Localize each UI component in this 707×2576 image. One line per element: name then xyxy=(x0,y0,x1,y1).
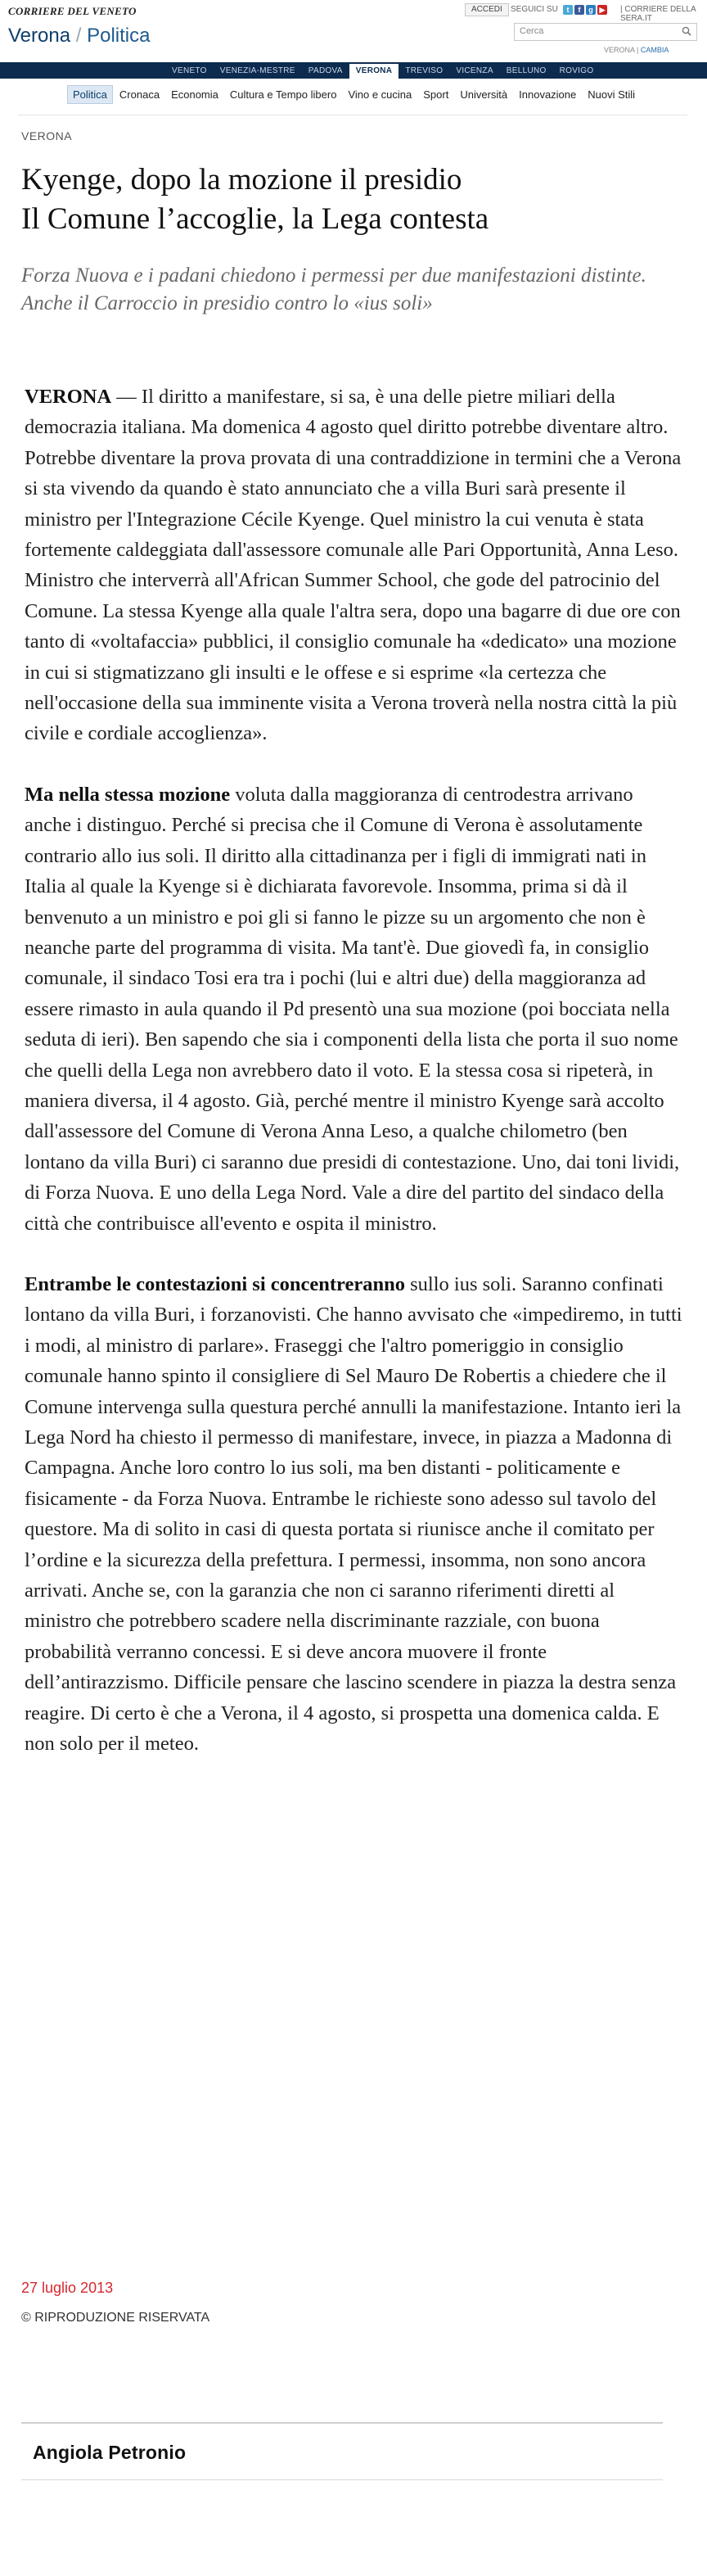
article-subhead: Forza Nuova e i padani chiedono i permessi per due manifestazioni distinte. Anche il Carroccio in presidio contro lo «ius soli» xyxy=(21,264,646,314)
section-tab-politica[interactable]: Politica xyxy=(67,85,113,104)
accedi-button[interactable]: ACCEDI xyxy=(465,3,509,16)
article-kicker: VERONA xyxy=(21,129,73,142)
section-title[interactable] xyxy=(8,25,150,47)
headline-line-1: Kyenge, dopo la mozione il presidio xyxy=(21,163,462,197)
paragraph-lead: Entrambe le contestazioni si concentreranno xyxy=(25,1272,405,1295)
province-tab-rovigo[interactable]: ROVIGO xyxy=(559,66,594,75)
copyright-notice: © RIPRODUZIONE RISERVATA xyxy=(21,2311,210,2325)
section-tab-innovazione[interactable]: Innovazione xyxy=(519,88,577,101)
paragraph-2: Ma nella stessa mozione voluta dalla maggioranza di centrodestra arrivano anche i distinguo. Perché si precisa che il Comune di Verona è assolutamente contrario allo ius soli. Il diritto alla cittadinanza per i figli di immigrati nati in Italia al quale la Kyenge si è dichiarata favorevole. Insomma, prima si dà il benvenuto a un ministro e poi gli si fanno le pizze su un argomento che non è neanche parte del programma di visita. Ma tant'è. Due giovedì fa, in consiglio comunale, il sindaco Tosi era tra i pochi (lui e altri due) della maggioranza ad essere rimasto in aula quando il Pd presentò una sua mozione (poi bocciata nella seduta di ieri). Ben sapendo che sia i componenti della lista che porta il suo nome che quelli della Lega non avrebbero dato il voto. E la stessa cosa si ripeterà, in maniera diversa, il 4 agosto. Già, perché mentre il ministro Kyenge sarà accolto dall'assessore del Comune di Verona Anna Leso, a qualche chilometro (ben lontano da villa Buri) ci saranno due presidi di contestazione. Uno, dai toni lividi, di Forza Nuova. E uno della Lega Nord. Vale a dire del partito del sindaco della città che contribuisce all'evento e ospita il ministro. xyxy=(25,783,680,1235)
province-tab-padova[interactable]: PADOVA xyxy=(308,66,343,75)
province-tab-treviso[interactable]: TREVISO xyxy=(405,66,444,75)
province-tab-verona[interactable]: VERONA xyxy=(349,62,399,79)
youtube-icon[interactable]: ▶ xyxy=(597,5,607,15)
city-switch: VERONA | CAMBIA xyxy=(604,46,669,54)
province-tab-belluno[interactable]: BELLUNO xyxy=(506,66,547,75)
section-nav xyxy=(0,84,707,106)
search-icon[interactable] xyxy=(682,26,691,36)
googleplus-icon[interactable]: g xyxy=(586,5,596,15)
social-icons xyxy=(563,5,609,15)
top-links xyxy=(465,3,702,23)
city-label: VERONA xyxy=(604,46,635,54)
author-divider-top xyxy=(21,2422,663,2424)
section-tab-università[interactable]: Università xyxy=(460,88,508,101)
author-divider-bottom xyxy=(21,2479,663,2480)
twitter-icon[interactable]: t xyxy=(563,5,573,15)
paragraph-1: VERONA — Il diritto a manifestare, si sa, è una delle pietre miliari della democrazia italiana. Ma domenica 4 agosto quel diritto potrebbe diventare altro. Potrebbe diventare la prova provata di una contraddizione in termini che a Verona si sta vivendo da quando è stato annunciato che a villa Buri sarà presente il ministro per l'Integrazione Cécile Kyenge. Quel ministro la cui venuta è stata fortemente caldeggiata dall'assessore comunale alle Pari Opportunità, Anna Leso. Ministro che interverrà all'African Summer School, che gode del patrocinio del Comune. La stessa Kyenge alla quale l'altra sera, dopo una bagarre di due ore con tanto di «voltafaccia» pubblici, il consiglio comunale ha «dedicato» una mozione in cui si stigmatizzano gli insulti e le offese e si esprime «la certezza che nell'occasione della sua imminente visita a Verona troverà nella nostra città la più civile e cordiale accoglienza». xyxy=(25,386,682,745)
section-tab-cronaca[interactable]: Cronaca xyxy=(119,88,160,101)
facebook-icon[interactable]: f xyxy=(574,5,584,15)
section-name[interactable]: Politica xyxy=(87,25,151,47)
paragraph-lead: VERONA xyxy=(25,386,112,408)
corriere-sera-link[interactable]: | CORRIERE DELLA SERA.IT xyxy=(620,5,696,23)
search-placeholder: Cerca xyxy=(520,26,544,36)
section-tab-economia[interactable]: Economia xyxy=(171,88,218,101)
province-nav xyxy=(0,62,707,79)
search-input[interactable] xyxy=(514,23,697,41)
article-date: 27 luglio 2013 xyxy=(21,2280,114,2296)
headline-line-2: Il Comune l’accoglie, la Lega contesta xyxy=(21,202,489,236)
masthead-logo[interactable]: CORRIERE DEL VENETO xyxy=(8,5,137,17)
province-tab-veneto[interactable]: VENETO xyxy=(172,66,207,75)
province-tab-vicenza[interactable]: VICENZA xyxy=(456,66,493,75)
province-tab-venezia-mestre[interactable]: VENEZIA-MESTRE xyxy=(219,66,295,75)
site-header xyxy=(0,0,707,62)
paragraph-lead: Ma nella stessa mozione xyxy=(25,783,231,806)
author-name[interactable]: Angiola Petronio xyxy=(33,2442,187,2463)
section-tab-vino-e-cucina[interactable]: Vino e cucina xyxy=(348,88,412,101)
cambia-link[interactable]: CAMBIA xyxy=(640,46,669,54)
section-separator: / xyxy=(70,25,88,47)
article-headline xyxy=(21,160,676,239)
section-tab-cultura-e-tempo-libero[interactable]: Cultura e Tempo libero xyxy=(229,88,337,101)
paragraph-3: Entrambe le contestazioni si concentreranno sullo ius soli. Saranno confinati lontano da villa Buri, i forzanovisti. Che hanno avvisato che «impediremo, in tutti i modi, al ministro di parlare». Fraseggi che l'altro pomeriggio in consiglio comunale hanno spinto il consigliere di Sel Mauro De Robertis a chiedere che il Comune intervenga sulla questura perché annulli la manifestazione. Intanto ieri la Lega Nord ha chiesto il permesso di manifestare, invece, in piazza a Madonna di Campagna. Anche loro contro lo ius soli, ma ben distanti - politicamente e fisicamente - da Forza Nuova. Entrambe le richieste sono adesso sul tavolo del questore. Ma di solito in casi di questa portata si riunisce anche il comitato per l’ordine e la sicurezza della prefettura. I permessi, insomma, non sono ancora arrivati. Anche se, con la garanzia che non ci saranno riferimenti diretti al ministro che potrebbero scadere nella discriminante razziale, con buona probabilità verranno concessi. E si deve ancora muovere il fronte dell’antirazzismo. Difficile pensare che lascino scendere in piazza la destra senza reagire. Di certo è che a Verona, il 4 agosto, si prospetta una domenica calda. E non solo per il meteo. xyxy=(25,1272,682,1756)
seguici-label: SEGUICI SU xyxy=(511,5,558,14)
article-body xyxy=(25,382,684,1789)
section-city[interactable]: Verona xyxy=(8,25,71,47)
section-tab-sport[interactable]: Sport xyxy=(423,88,449,101)
section-tab-nuovi-stili[interactable]: Nuovi Stili xyxy=(588,88,636,101)
